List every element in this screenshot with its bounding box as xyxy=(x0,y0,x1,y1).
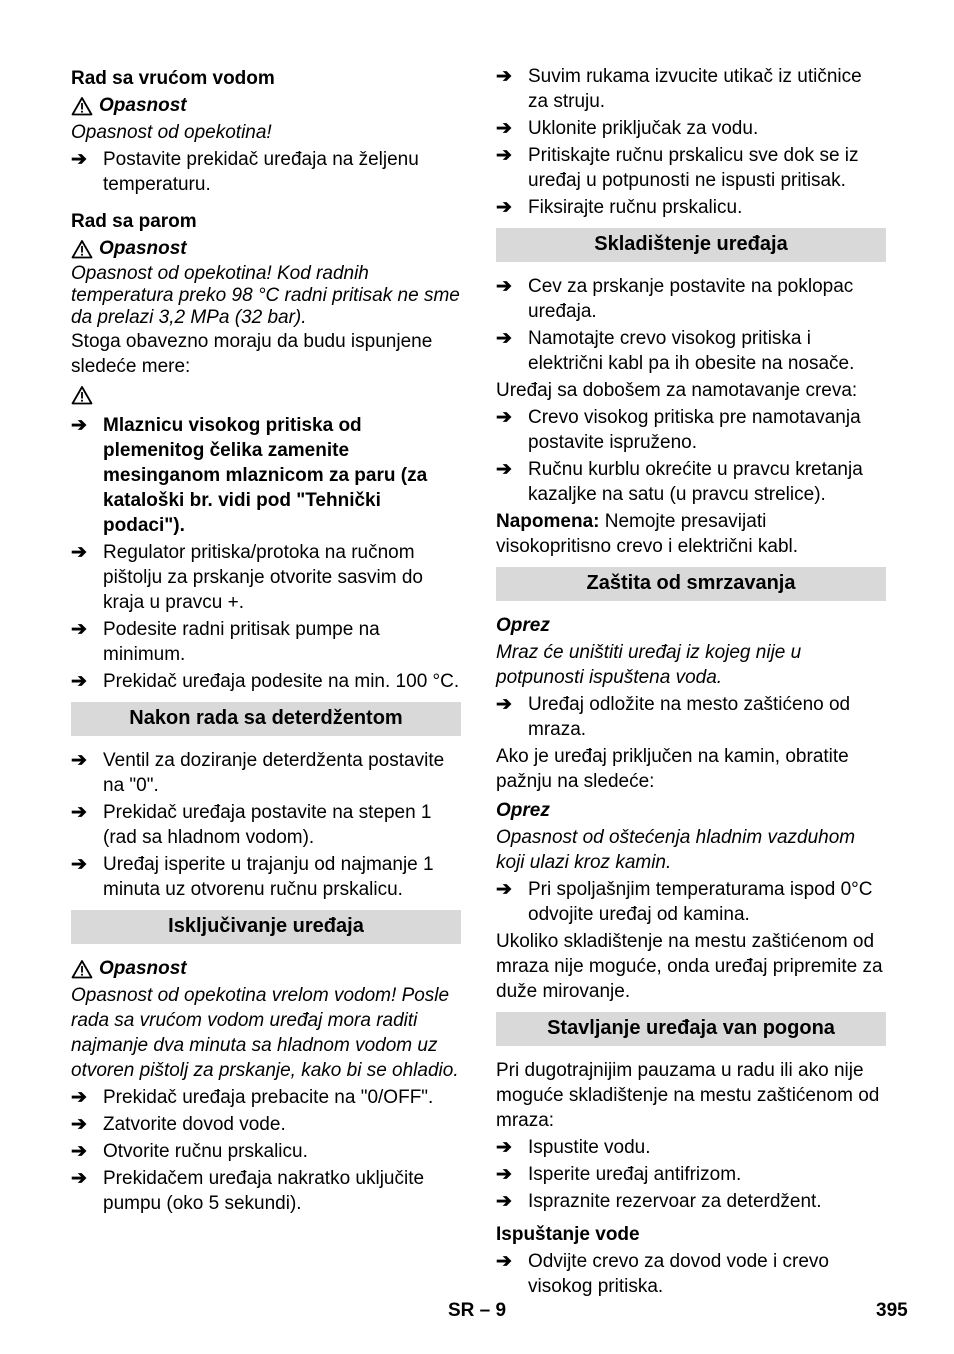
list-item: ➔ Fiksirajte ručnu prskalicu. xyxy=(496,197,743,218)
arrow-right-icon: ➔ xyxy=(496,1137,512,1158)
section-title: Rad sa vrućom vodom xyxy=(71,68,275,89)
note-text: Napomena: Nemojte presavijati visokopritisno crevo i električni kabl. xyxy=(496,511,799,557)
list-item: ➔ Ispustite vodu. xyxy=(496,1137,651,1158)
body-text: Stoga obavezno moraju da budu ispunjene sledeće mere: xyxy=(71,331,433,377)
caution-text: Opasnost od oštećenja hladnim vazduhom koji ulazi kroz kamin. xyxy=(496,827,856,873)
list-item: ➔ Otvorite ručnu prskalicu. xyxy=(71,1141,308,1162)
left-column xyxy=(71,62,461,1218)
warning-triangle-icon xyxy=(71,96,93,116)
note-label: Napomena: xyxy=(496,511,600,532)
arrow-right-icon: ➔ xyxy=(496,145,512,166)
body-text: Ukoliko skladištenje na mestu zaštićenom od mraza nije moguće, onda uređaj pripremite za duže mirovanje. xyxy=(496,931,883,1002)
arrow-right-icon: ➔ xyxy=(496,1191,512,1212)
warning-triangle-icon xyxy=(71,239,93,259)
arrow-right-icon: ➔ xyxy=(71,802,87,823)
arrow-right-icon: ➔ xyxy=(496,328,512,349)
arrow-right-icon: ➔ xyxy=(496,459,512,480)
arrow-right-icon: ➔ xyxy=(496,66,512,87)
list-item: ➔ Suvim rukama izvucite utikač iz utičnice za struju. xyxy=(496,66,862,112)
arrow-right-icon: ➔ xyxy=(71,1141,87,1162)
list-item: ➔ Regulator pritiska/protoka na ručnom pištolju za prskanje otvorite sasvim do kraja u pravcu +. xyxy=(71,542,423,613)
arrow-right-icon: ➔ xyxy=(71,1114,87,1135)
page-number: 395 xyxy=(876,1300,908,1321)
danger-word: Opasnost xyxy=(99,958,187,979)
list-item: ➔ Prekidačem uređaja nakratko uključite pumpu (oko 5 sekundi). xyxy=(71,1168,425,1214)
list-item: ➔ Zatvorite dovod vode. xyxy=(71,1114,286,1135)
list-item: ➔ Isperite uređaj antifrizom. xyxy=(496,1164,742,1185)
list-item: ➔ Prekidač uređaja podesite na min. 100 °C. xyxy=(71,671,460,692)
arrow-right-icon: ➔ xyxy=(71,542,87,563)
arrow-right-icon: ➔ xyxy=(496,879,512,900)
section-title: Rad sa parom xyxy=(71,211,197,232)
arrow-right-icon: ➔ xyxy=(496,276,512,297)
arrow-right-icon: ➔ xyxy=(71,415,87,436)
list-item: ➔ Pritiskajte ručnu prskalicu sve dok se iz uređaj u potpunosti ne ispusti pritisak. xyxy=(496,145,859,191)
section-heading: Stavljanje uređaja van pogona xyxy=(496,1012,886,1046)
section-heading: Zaštita od smrzavanja xyxy=(496,567,886,601)
list-item: ➔ Uređaj isperite u trajanju od najmanje 1 minuta uz otvorenu ručnu prskalicu. xyxy=(71,854,434,900)
arrow-right-icon: ➔ xyxy=(71,854,87,875)
arrow-right-icon: ➔ xyxy=(71,1168,87,1189)
danger-label xyxy=(71,93,461,118)
list-item: ➔ Uklonite priključak za vodu. xyxy=(496,118,759,139)
body-text: Ako je uređaj priključen na kamin, obratite pažnju na sledeće: xyxy=(496,746,849,792)
warning-triangle-icon xyxy=(71,959,93,979)
arrow-right-icon: ➔ xyxy=(496,1251,512,1272)
list-item: ➔ Ispraznite rezervoar za deterdžent. xyxy=(496,1191,822,1212)
arrow-right-icon: ➔ xyxy=(496,118,512,139)
danger-text: Opasnost od opekotina vrelom vodom! Posle rada sa vrućom vodom uređaj mora raditi najmanje dva minuta sa hladnom vodom uz otvoren pištolj za prskanje, kako bi se ohladio. xyxy=(71,985,459,1081)
list-item: ➔ Prekidač uređaja prebacite na "0/OFF". xyxy=(71,1087,434,1108)
caution-text: Mraz će uništiti uređaj iz kojeg nije u potpunosti ispuštena voda. xyxy=(496,642,802,688)
list-item: ➔ Namotajte crevo visokog pritiska i električni kabl pa ih obesite na nosače. xyxy=(496,328,855,374)
danger-label xyxy=(71,385,461,405)
body-text: Pri dugotrajnijim pauzama u radu ili ako nije moguće skladištenje na mestu zaštićenom od mraza: xyxy=(496,1060,880,1131)
danger-word: Opasnost xyxy=(99,238,187,259)
arrow-right-icon: ➔ xyxy=(71,619,87,640)
arrow-right-icon: ➔ xyxy=(71,149,87,170)
arrow-right-icon: ➔ xyxy=(496,694,512,715)
warning-triangle-icon xyxy=(71,385,93,405)
right-column xyxy=(496,62,886,1301)
list-item: ➔ Pri spoljašnjim temperaturama ispod 0°C odvojite uređaj od kamina. xyxy=(496,879,873,925)
arrow-right-icon: ➔ xyxy=(496,197,512,218)
danger-label xyxy=(71,236,461,261)
list-item: ➔ Mlaznicu visokog pritiska od plemenitog čelika zamenite mesinganom mlaznicom za paru (za kataloški br. vidi pod "Tehnički podaci"). xyxy=(71,415,428,536)
section-heading: Nakon rada sa deterdžentom xyxy=(71,702,461,736)
list-item: ➔ Odvijte crevo za dovod vode i crevo visokog pritiska. xyxy=(496,1251,829,1297)
arrow-right-icon: ➔ xyxy=(71,1087,87,1108)
danger-label xyxy=(71,956,461,981)
section-title: Ispuštanje vode xyxy=(496,1224,640,1245)
list-item: ➔ Uređaj odložite na mesto zaštićeno od mraza. xyxy=(496,694,851,740)
danger-word: Opasnost xyxy=(99,95,187,116)
arrow-right-icon: ➔ xyxy=(496,407,512,428)
list-item: ➔ Crevo visokog pritiska pre namotavanja postavite ispruženo. xyxy=(496,407,861,453)
list-item: ➔ Prekidač uređaja postavite na stepen 1 (rad sa hladnom vodom). xyxy=(71,802,432,848)
list-item: ➔ Ručnu kurblu okrećite u pravcu kretanja kazaljke na satu (u pravcu strelice). xyxy=(496,459,863,505)
section-heading: Skladištenje uređaja xyxy=(496,228,886,262)
arrow-right-icon: ➔ xyxy=(71,750,87,771)
list-item: ➔ Ventil za doziranje deterdženta postavite na "0". xyxy=(71,750,445,796)
list-item: ➔ Podesite radni pritisak pumpe na minimum. xyxy=(71,619,380,665)
arrow-right-icon: ➔ xyxy=(496,1164,512,1185)
caution-label: Oprez xyxy=(496,800,550,821)
footer-lang-page: SR – 9 xyxy=(448,1300,507,1321)
list-item: ➔ Postavite prekidač uređaja na željenu temperaturu. xyxy=(71,149,419,195)
danger-text: Opasnost od opekotina! Kod radnih temperatura preko 98 °C radni pritisak ne sme da prelazi 3,2 MPa (32 bar). xyxy=(71,263,460,328)
caution-label: Oprez xyxy=(496,615,550,636)
section-heading: Isključivanje uređaja xyxy=(71,910,461,944)
danger-text: Opasnost od opekotina! xyxy=(71,122,272,143)
list-item: ➔ Cev za prskanje postavite na poklopac uređaja. xyxy=(496,276,854,322)
body-text: Uređaj sa dobošem za namotavanje creva: xyxy=(496,380,858,401)
arrow-right-icon: ➔ xyxy=(71,671,87,692)
